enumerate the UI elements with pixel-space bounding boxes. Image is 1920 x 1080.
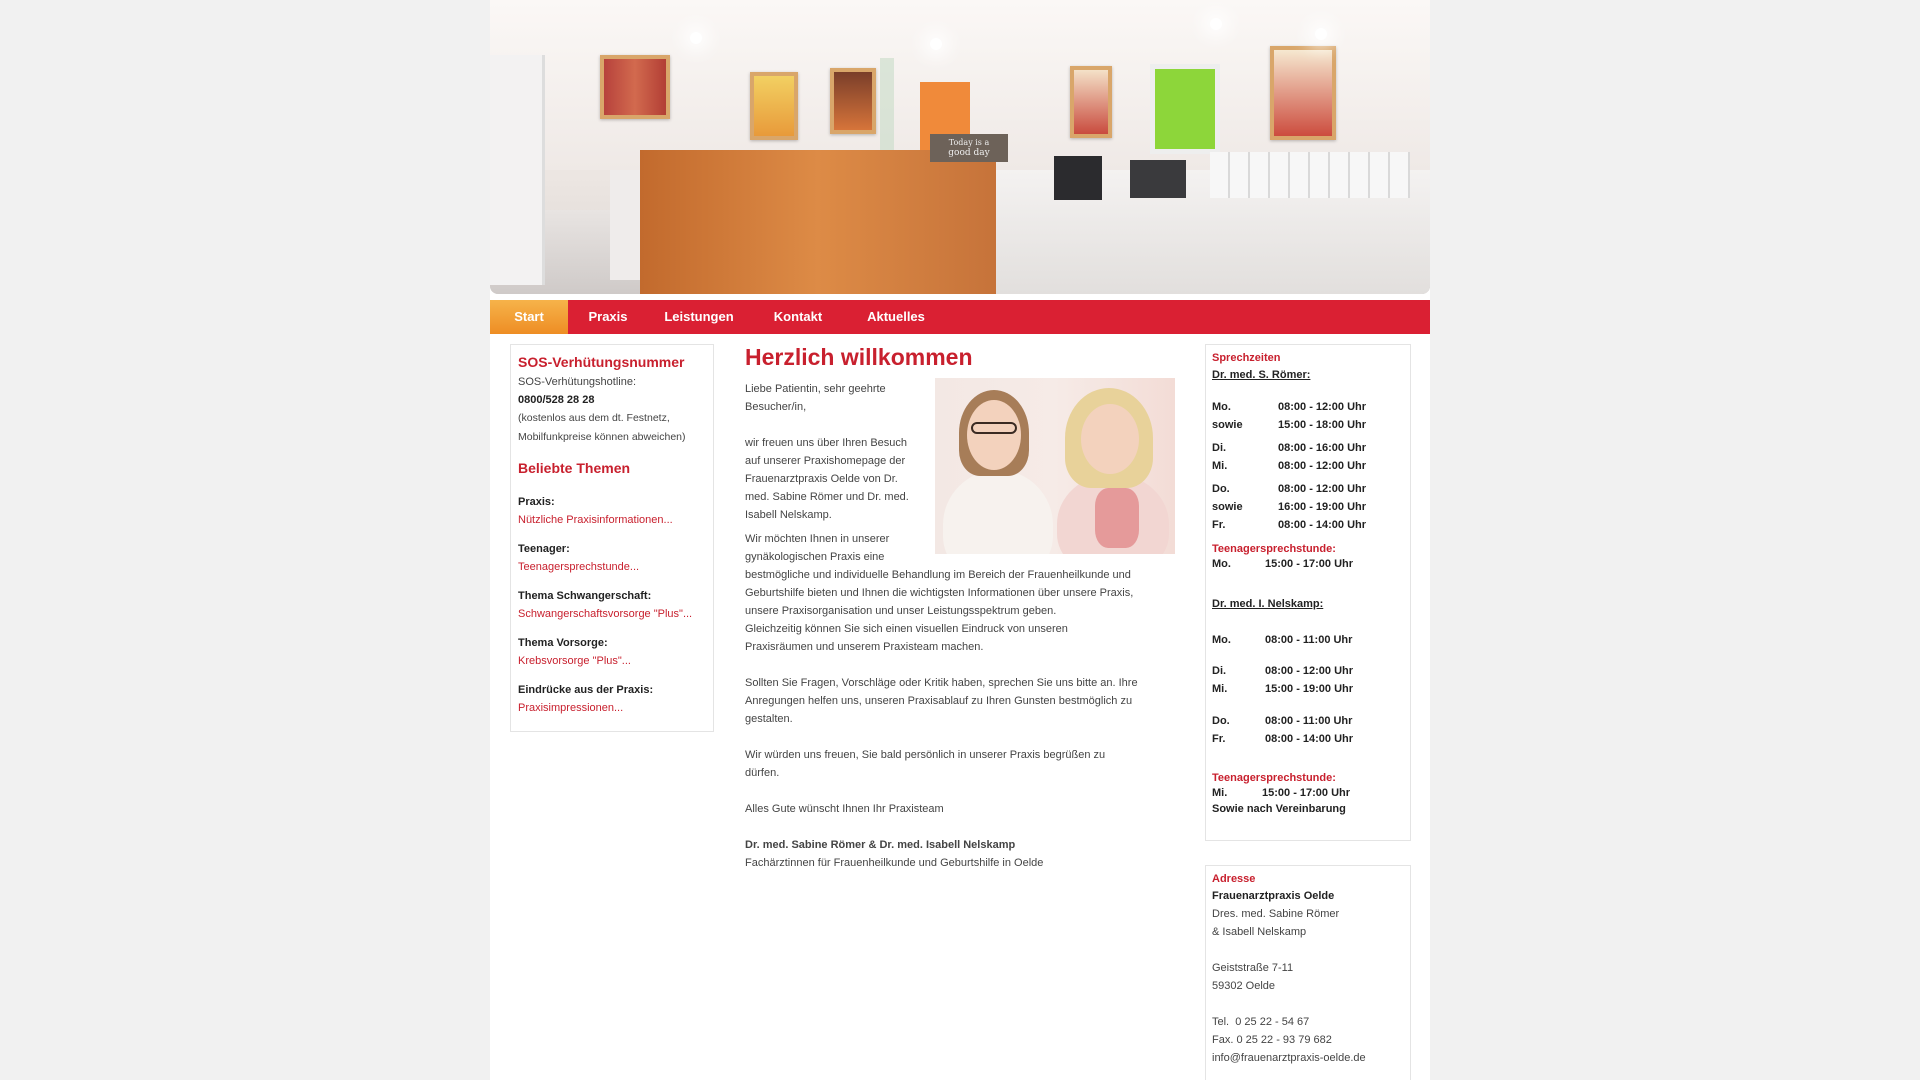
photo-lamp bbox=[690, 32, 702, 44]
text-line: Frauenarztpraxis Oelde von Dr. bbox=[745, 473, 898, 485]
topic-item bbox=[518, 587, 706, 623]
photo-green-door bbox=[1150, 64, 1220, 154]
welcome-paragraph bbox=[745, 434, 930, 524]
feedback-paragraph bbox=[745, 674, 1177, 728]
photo-vase bbox=[880, 58, 894, 158]
hours-row bbox=[1212, 439, 1404, 457]
photo-lamp bbox=[1315, 28, 1327, 40]
page bbox=[490, 0, 1430, 1080]
topic-link[interactable]: Schwangerschaftsvorsorge "Plus"... bbox=[518, 608, 693, 620]
nav-leistungen[interactable]: Leistungen bbox=[664, 309, 734, 324]
hours-row bbox=[1212, 631, 1404, 649]
hours-time: 08:00 - 11:00 Uhr bbox=[1265, 634, 1353, 646]
photo-artwork bbox=[1070, 66, 1112, 138]
sos-hotline-label: SOS-Verhütungshotline: bbox=[518, 376, 637, 388]
hours-day: sowie bbox=[1212, 419, 1243, 431]
photo-scarf bbox=[1095, 488, 1139, 548]
text-line: Praxisräumen und unserem Praxisteam machen. bbox=[745, 641, 984, 653]
sos-note: (kostenlos aus dem dt. Festnetz, bbox=[518, 412, 670, 424]
address-city: 59302 Oelde bbox=[1212, 980, 1275, 992]
hours-row bbox=[1212, 498, 1404, 516]
photo-artwork bbox=[750, 72, 798, 140]
address-box bbox=[1205, 865, 1411, 1080]
teen-hours-label: Teenagersprechstunde: bbox=[1212, 772, 1336, 784]
hours-time: 16:00 - 19:00 Uhr bbox=[1278, 501, 1367, 513]
photo-face bbox=[967, 400, 1021, 470]
photo-sign-line: Today is a bbox=[948, 138, 990, 147]
phone-number[interactable]: Tel. 0 25 22 - 54 67 bbox=[1212, 1016, 1310, 1028]
sos-number[interactable]: 0800/528 28 28 bbox=[518, 394, 595, 406]
text-line: Besucher/in, bbox=[745, 401, 807, 413]
text-line: unsere Praxisorganisation und unser Leistungsspektrum geben. bbox=[745, 605, 1057, 617]
hours-row bbox=[1212, 457, 1404, 475]
signature: Dr. med. Sabine Römer & Dr. med. Isabell Nelskamp bbox=[745, 839, 1016, 851]
glasses-icon bbox=[971, 422, 1017, 434]
main-content bbox=[745, 340, 1177, 872]
hours-day: Do. bbox=[1212, 483, 1230, 495]
text-line: Wir möchten Ihnen in unserer bbox=[745, 533, 890, 545]
hours-day: Mi. bbox=[1212, 683, 1228, 695]
text-line: Geburtshilfe bieten und Ihnen die wichtigsten Informationen über unsere Praxis, bbox=[745, 587, 1134, 599]
topic-heading: Thema Vorsorge: bbox=[518, 637, 608, 649]
hours-day: Fr. bbox=[1212, 519, 1226, 531]
teen-hours-label: Teenagersprechstunde: bbox=[1212, 543, 1336, 555]
photo-monitor bbox=[1054, 156, 1102, 200]
address-title: Adresse bbox=[1212, 873, 1256, 885]
photo-sign-line: good day bbox=[948, 148, 990, 158]
text-line: Wir würden uns freuen, Sie bald persönlich in unserer Praxis begrüßen zu bbox=[745, 749, 1106, 761]
signature-subtitle: Fachärztinnen für Frauenheilkunde und Geburtshilfe in Oelde bbox=[745, 857, 1044, 869]
topic-heading: Teenager: bbox=[518, 543, 570, 555]
hours-row bbox=[1212, 662, 1404, 680]
hours-day: sowie bbox=[1212, 501, 1243, 513]
hours-row bbox=[1212, 557, 1404, 571]
topics-title: Beliebte Themen bbox=[518, 460, 631, 476]
address-line: & Isabell Nelskamp bbox=[1212, 926, 1307, 938]
doctor-2-name: Dr. med. I. Nelskamp: bbox=[1212, 598, 1324, 610]
hours-time: 08:00 - 12:00 Uhr bbox=[1278, 460, 1367, 472]
photo-person bbox=[943, 470, 1053, 554]
header-photo bbox=[490, 0, 1430, 294]
address-street: Geiststraße 7-11 bbox=[1212, 962, 1294, 974]
photo-monitor bbox=[1130, 160, 1186, 198]
hours-row bbox=[1212, 480, 1404, 498]
hours-day: Di. bbox=[1212, 442, 1227, 454]
topic-link[interactable]: Nützliche Praxisinformationen... bbox=[518, 514, 673, 526]
hours-time: 08:00 - 11:00 Uhr bbox=[1265, 715, 1353, 727]
nav-praxis[interactable]: Praxis bbox=[588, 309, 628, 324]
photo-shelf bbox=[1210, 152, 1410, 198]
nav-kontakt[interactable]: Kontakt bbox=[773, 309, 823, 324]
hours-row bbox=[1212, 680, 1404, 698]
intro-paragraph bbox=[745, 380, 930, 416]
hours-time: 15:00 - 19:00 Uhr bbox=[1265, 683, 1354, 695]
topic-item bbox=[518, 540, 706, 576]
hours-time: 08:00 - 16:00 Uhr bbox=[1278, 442, 1367, 454]
topic-item bbox=[518, 681, 706, 717]
text-line: med. Sabine Römer und Dr. med. bbox=[745, 491, 909, 503]
address-line: Dres. med. Sabine Römer bbox=[1212, 908, 1340, 920]
hours-time: 08:00 - 14:00 Uhr bbox=[1278, 519, 1367, 531]
topic-link[interactable]: Praxisimpressionen... bbox=[518, 702, 624, 714]
photo-face bbox=[1081, 404, 1139, 474]
main-nav bbox=[490, 300, 1430, 334]
greeting-paragraph bbox=[745, 746, 1177, 782]
topic-item bbox=[518, 634, 706, 670]
nav-aktuelles[interactable]: Aktuelles bbox=[867, 309, 925, 324]
hours-day: Mo. bbox=[1212, 401, 1231, 413]
appointment-note: Sowie nach Vereinbarung bbox=[1212, 803, 1346, 815]
photo-artwork bbox=[600, 55, 670, 119]
hours-time: 08:00 - 12:00 Uhr bbox=[1278, 401, 1367, 413]
hours-row bbox=[1212, 712, 1404, 730]
topic-heading: Thema Schwangerschaft: bbox=[518, 590, 652, 602]
hours-time: 08:00 - 12:00 Uhr bbox=[1278, 483, 1367, 495]
photo-lamp bbox=[930, 38, 942, 50]
hours-day: Do. bbox=[1212, 715, 1230, 727]
wishes-paragraph: Alles Gute wünscht Ihnen Ihr Praxisteam bbox=[745, 803, 944, 815]
photo-sign bbox=[930, 134, 1008, 162]
photo-wood-counter bbox=[640, 150, 996, 294]
hours-row bbox=[1212, 516, 1404, 534]
text-line: Liebe Patientin, sehr geehrte bbox=[745, 383, 886, 395]
sos-note: Mobilfunkpreise können abweichen) bbox=[518, 431, 686, 443]
hours-time: 15:00 - 17:00 Uhr bbox=[1265, 558, 1354, 570]
sos-title: SOS-Verhütungsnummer bbox=[518, 354, 685, 370]
hours-time: 08:00 - 14:00 Uhr bbox=[1265, 733, 1354, 745]
topic-heading: Praxis: bbox=[518, 496, 555, 508]
text-line: wir freuen uns über Ihren Besuch bbox=[745, 437, 908, 449]
hours-day: Mi. bbox=[1212, 787, 1228, 799]
doctor-1-name: Dr. med. S. Römer: bbox=[1212, 369, 1311, 381]
practice-name: Frauenarztpraxis Oelde bbox=[1212, 890, 1335, 902]
hours-time: 15:00 - 18:00 Uhr bbox=[1278, 419, 1367, 431]
hours-title: Sprechzeiten bbox=[1212, 352, 1281, 364]
hours-row bbox=[1212, 730, 1404, 748]
hours-day: Fr. bbox=[1212, 733, 1226, 745]
text-line: Gleichzeitig können Sie sich einen visuellen Eindruck von unseren bbox=[745, 623, 1068, 635]
hours-row bbox=[1212, 416, 1404, 434]
text-line: bestmögliche und individuelle Behandlung im Bereich der Frauenheilkunde und bbox=[745, 569, 1131, 581]
topic-link[interactable]: Krebsvorsorge "Plus"... bbox=[518, 655, 631, 667]
text-line: Anregungen helfen uns, unseren Praxisablauf zu Ihren Gunsten bestmöglich zu bbox=[745, 695, 1133, 707]
topic-item bbox=[518, 493, 706, 529]
hours-time: 08:00 - 12:00 Uhr bbox=[1265, 665, 1354, 677]
fax-number: Fax. 0 25 22 - 93 79 682 bbox=[1212, 1034, 1332, 1046]
email-link[interactable]: info@frauenarztpraxis-oelde.de bbox=[1212, 1052, 1366, 1064]
photo-artwork bbox=[1270, 46, 1336, 140]
text-line: gestalten. bbox=[745, 713, 793, 725]
photo-door bbox=[490, 55, 545, 285]
page-title: Herzlich willkommen bbox=[745, 344, 973, 370]
hours-day: Mo. bbox=[1212, 558, 1231, 570]
photo-artwork bbox=[830, 68, 876, 134]
text-line: Sollten Sie Fragen, Vorschläge oder Kritik haben, sprechen Sie uns bitte an. Ihre bbox=[745, 677, 1138, 689]
hours-row bbox=[1212, 398, 1404, 416]
topic-heading: Eindrücke aus der Praxis: bbox=[518, 684, 654, 696]
text-line: auf unserer Praxishomepage der bbox=[745, 455, 906, 467]
hours-time: 15:00 - 17:00 Uhr bbox=[1262, 787, 1351, 799]
hours-day: Mo. bbox=[1212, 634, 1231, 646]
hours-day: Di. bbox=[1212, 665, 1227, 677]
text-line: dürfen. bbox=[745, 767, 780, 779]
photo-lamp bbox=[1210, 18, 1222, 30]
hours-day: Mi. bbox=[1212, 460, 1228, 472]
doctors-photo bbox=[935, 378, 1175, 554]
text-line: gynäkologischen Praxis eine bbox=[745, 551, 885, 563]
office-hours-box bbox=[1205, 344, 1411, 841]
hours-row bbox=[1212, 786, 1404, 800]
topic-link[interactable]: Teenagersprechstunde... bbox=[518, 561, 640, 573]
text-line: Isabell Nelskamp. bbox=[745, 509, 832, 521]
left-sidebar bbox=[510, 344, 714, 732]
nav-start[interactable]: Start bbox=[490, 300, 568, 334]
